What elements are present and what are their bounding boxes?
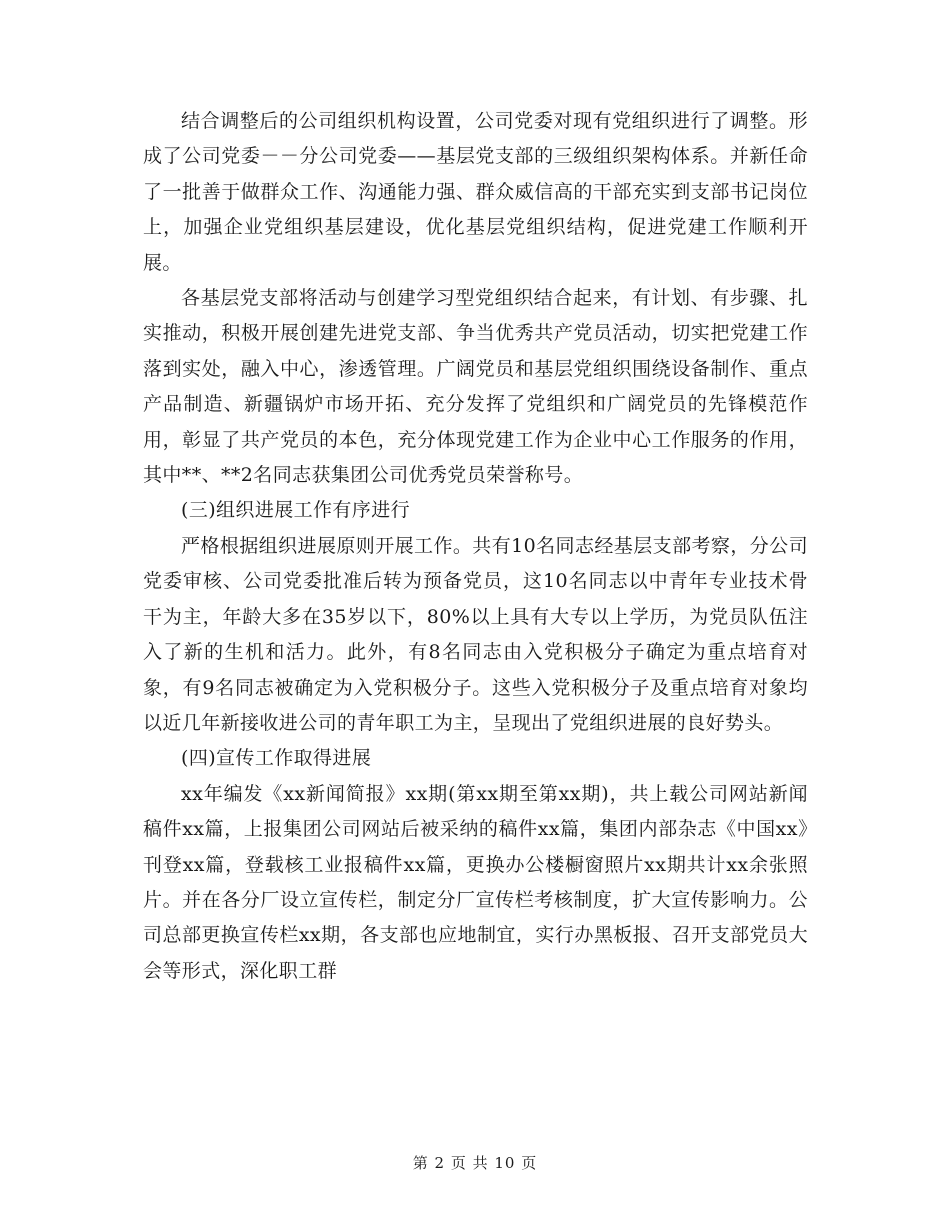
paragraph-publicity-work: xx年编发《xx新闻简报》xx期(第xx期至第xx期)，共上载公司网站新闻稿件xx篇，上报集团公司网站后被采纳的稿件xx篇，集团内部杂志《中国xx》刊登xx篇，登载核工业报稿件xx篇，更换办公楼橱窗照片xx期共计xx余张照片。并在各分厂设立宣传栏，制定分厂宣传栏考核制度，扩大宣传影响力。公司总部更换宣传栏xx期，各支部也应地制宜，实行办黑板报、召开支部党员大会等形式，深化职工群 — [143, 782, 808, 982]
document-body — [143, 104, 808, 989]
section-heading-3: (三)组织进展工作有序进行 — [181, 499, 411, 522]
section-heading-4: (四)宣传工作取得进展 — [181, 747, 372, 770]
paragraph-branch-activities: 各基层党支部将活动与创建学习型党组织结合起来，有计划、有步骤、扎实推动，积极开展创建先进党支部、争当优秀共产党员活动，切实把党建工作落到实处，融入中心，渗透管理。广阔党员和基层党组织围绕设备制作、重点产品制造、新疆锅炉市场开拓、充分发挥了党组织和广阔党员的先锋模范作用，彰显了共产党员的本色，充分体现党建工作为企业中心工作服务的作用，其中**、**2名同志获集团公司优秀党员荣誉称号。 — [143, 287, 808, 487]
paragraph-org-development: 严格根据组织进展原则开展工作。共有10名同志经基层支部考察，分公司党委审核、公司党委批准后转为预备党员，这10名同志以中青年专业技术骨干为主，年龄大多在35岁以下，80%以上具有大专以上学历，为党员队伍注入了新的生机和活力。此外，有8名同志由入党积极分子确定为重点培育对象，有9名同志被确定为入党积极分子。这些入党积极分子及重点培育对象均以近几年新接收进公司的青年职工为主，呈现出了党组织进展的良好势头。 — [143, 534, 808, 734]
page-footer: 第 2 页 共 10 页 — [412, 1154, 538, 1172]
paragraph-org-restructure: 结合调整后的公司组织机构设置，公司党委对现有党组织进行了调整。形成了公司党委－－分公司党委——基层党支部的三级组织架构体系。并新任命了一批善于做群众工作、沟通能力强、群众威信高的干部充实到支部书记岗位上，加强企业党组织基层建设，优化基层党组织结构，促进党建工作顺利开展。 — [143, 110, 808, 274]
